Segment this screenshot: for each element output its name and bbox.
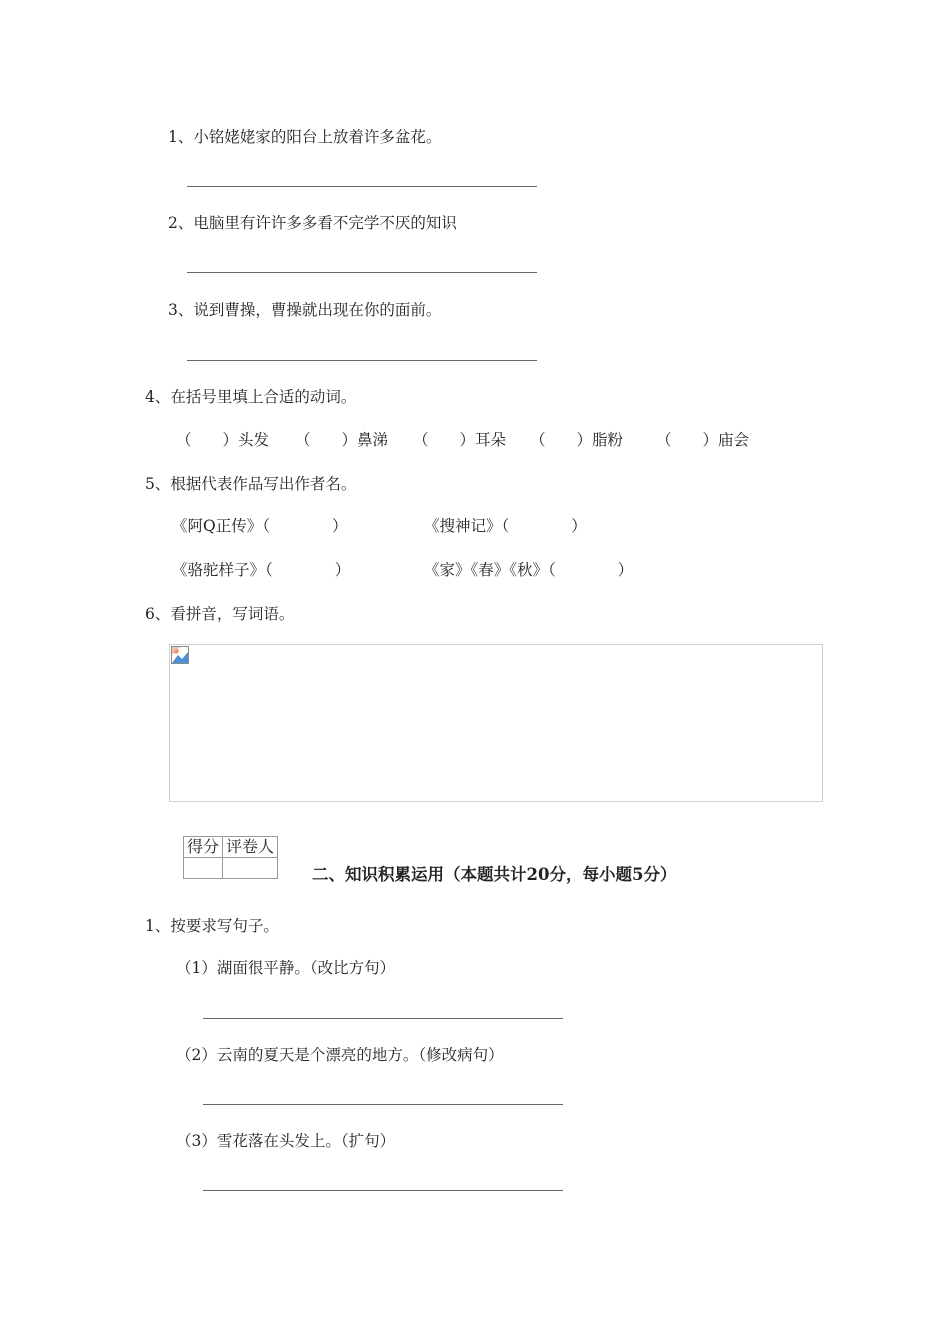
grader-header: 评卷人 [223,837,278,858]
score-table [183,836,278,879]
rewrite-item-2: （2）云南的夏天是个漂亮的地方。（修改病句） [176,1046,504,1064]
work-camel[interactable]: 《骆驼样子》（ ） [172,561,351,579]
answer-line-1[interactable] [187,186,537,187]
question-4-label: 4、在括号里填上合适的动词。 [145,388,357,406]
broken-image-icon [171,646,189,664]
verb-blank-temple-fair[interactable]: （ ）庙会 [656,431,750,449]
grader-cell[interactable] [223,858,278,879]
section-2-question-1-label: 1、按要求写句子。 [145,917,279,935]
question-3-text: 3、说到曹操，曹操就出现在你的面前。 [168,301,442,319]
question-6-label: 6、看拼音，写词语。 [145,605,295,623]
question-5-label: 5、根据代表作品写出作者名。 [145,475,357,493]
verb-blanks-row [176,430,776,450]
verb-blank-hair[interactable]: （ ）头发 [176,431,270,449]
question-2-text: 2、电脑里有许许多多看不完学不厌的知识 [168,214,457,232]
work-family-trilogy[interactable]: 《家》《春》《秋》（ ） [424,561,634,579]
rewrite-answer-line-2[interactable] [203,1104,563,1105]
work-soushenji[interactable]: 《搜神记》（ ） [424,517,587,535]
pinyin-image-frame [169,644,823,802]
score-cell[interactable] [184,858,223,879]
question-1-text: 1、小铭姥姥家的阳台上放着许多盆花。 [168,128,442,146]
verb-blank-powder[interactable]: （ ）脂粉 [530,431,624,449]
answer-line-2[interactable] [187,272,537,273]
rewrite-answer-line-3[interactable] [203,1190,563,1191]
answer-line-3[interactable] [187,360,537,361]
rewrite-item-3: （3）雪花落在头发上。（扩句） [176,1132,396,1150]
section-2-title: 二、知识积累运用（本题共计20分，每小题5分） [312,865,677,884]
verb-blank-ear[interactable]: （ ）耳朵 [413,431,507,449]
rewrite-item-1: （1）湖面很平静。（改比方句） [176,959,396,977]
verb-blank-snot[interactable]: （ ）鼻涕 [295,431,389,449]
rewrite-answer-line-1[interactable] [203,1018,563,1019]
score-header: 得分 [184,837,223,858]
work-ah-q[interactable]: 《阿Q正传》（ ） [172,517,348,535]
